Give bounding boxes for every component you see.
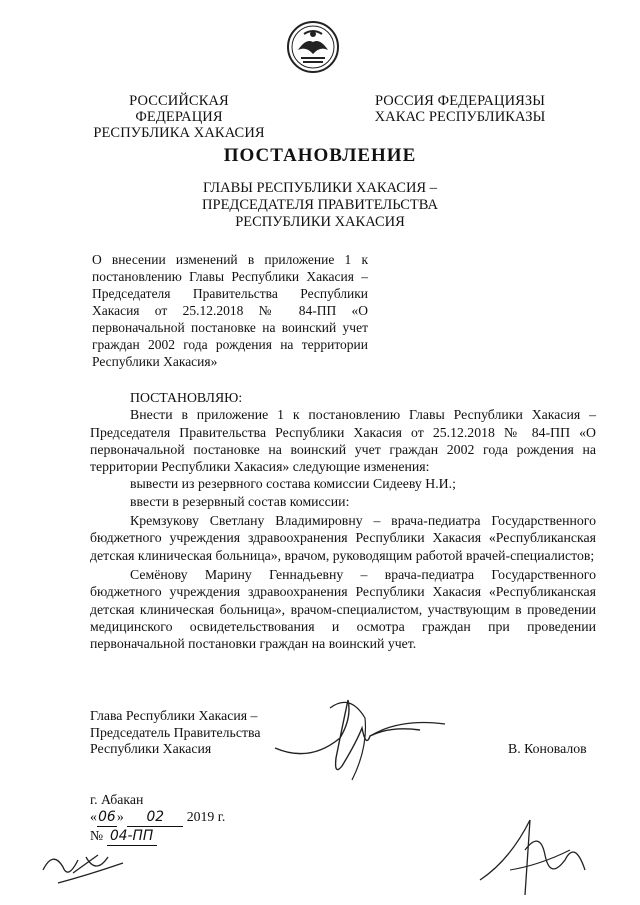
date-day: 06 — [98, 809, 116, 825]
body-paragraph-3: ввести в резервный состав комиссии: — [130, 493, 350, 509]
document-title: ПОСТАНОВЛЕНИЕ — [223, 145, 417, 166]
body-paragraph-1: Внести в приложение 1 к постановлению Главы Республики Хакасия – Председателя Правительства Республики Хакасия от 25.12.2018 № 84-ПП «О первоначальной постановке на воинский учет граждан 2002 года рождения на территории Республики Хакасия» следующие изменения: — [90, 407, 596, 475]
date-close-quote: » — [116, 809, 124, 824]
date-month: 02 — [127, 809, 183, 827]
handwritten-signature — [270, 688, 450, 788]
body-paragraph-4: Кремзукову Светлану Владимировну – врача-педиатра Государственного бюджетного учреждения здравоохранения Республики Хакасия «Республиканская детская клиническая больница», врачом, руководящим работой врачей-специалистов; — [90, 513, 596, 563]
subtitle-line-1: ГЛАВЫ РЕСПУБЛИКИ ХАКАСИЯ – — [203, 180, 437, 196]
signatory-line-1: Глава Республики Хакасия – — [90, 708, 258, 723]
signatory-line-3: Республики Хакасия — [90, 741, 212, 756]
signatory-line-2: Председатель Правительства — [90, 724, 261, 740]
document-body — [90, 389, 596, 652]
document-subject: О внесении изменений в приложение 1 к постановлению Главы Республики Хакасия – Председателя Правительства Республики Хакасия от 25.12.2018 № 84-ПП «О первоначальной постановке на воинский учет граждан 2002 года рождения на территории Республики Хакасия» — [92, 252, 368, 369]
date-year: 2019 г. — [186, 809, 226, 824]
document-number: 04-ПП — [107, 828, 157, 846]
subtitle-line-2: ПРЕДСЕДАТЕЛЯ ПРАВИТЕЛЬСТВА — [202, 197, 438, 213]
footer-number — [90, 827, 225, 846]
header-right-republic: ХАКАС РЕСПУБЛИКАЗЫ — [374, 109, 546, 125]
signatory-title — [90, 708, 260, 758]
approval-signature-mark — [470, 800, 590, 900]
document-subtitle — [120, 180, 520, 231]
footer-date — [90, 808, 225, 827]
signatory-name: В. Коновалов — [508, 741, 587, 756]
header-right-country: РОССИЯ ФЕДЕРАЦИЯЗЫ — [374, 93, 546, 109]
coat-of-arms-emblem — [286, 20, 340, 74]
body-paragraph-2: вывести из резервного состава комиссии Сидееву Н.И.; — [130, 476, 456, 492]
header-left-country: РОССИЙСКАЯ ФЕДЕРАЦИЯ — [129, 93, 229, 125]
body-paragraph-5: Семёнову Марину Геннадьевну – врача-педиатра Государственного бюджетного учреждения здравоохранения Республики Хакасия «Республиканская детская клиническая больница», врачом-специалистом, участвующим в проведении медицинского освидетельствования и осмотра граждан при проведении первоначальной постановки граждан на воинский учет. — [90, 566, 596, 652]
header-left-republic: РЕСПУБЛИКА ХАКАСИЯ — [93, 125, 265, 141]
number-prefix: № — [90, 828, 104, 843]
initials-mark — [38, 845, 128, 890]
footer-city: г. Абакан — [90, 792, 144, 807]
header-left-block — [84, 93, 274, 141]
document-footer — [90, 791, 225, 846]
header-right-block — [370, 93, 550, 125]
subtitle-line-3: РЕСПУБЛИКИ ХАКАСИЯ — [235, 214, 405, 230]
date-open-quote: « — [90, 809, 97, 824]
decree-heading: ПОСТАНОВЛЯЮ: — [130, 390, 243, 405]
